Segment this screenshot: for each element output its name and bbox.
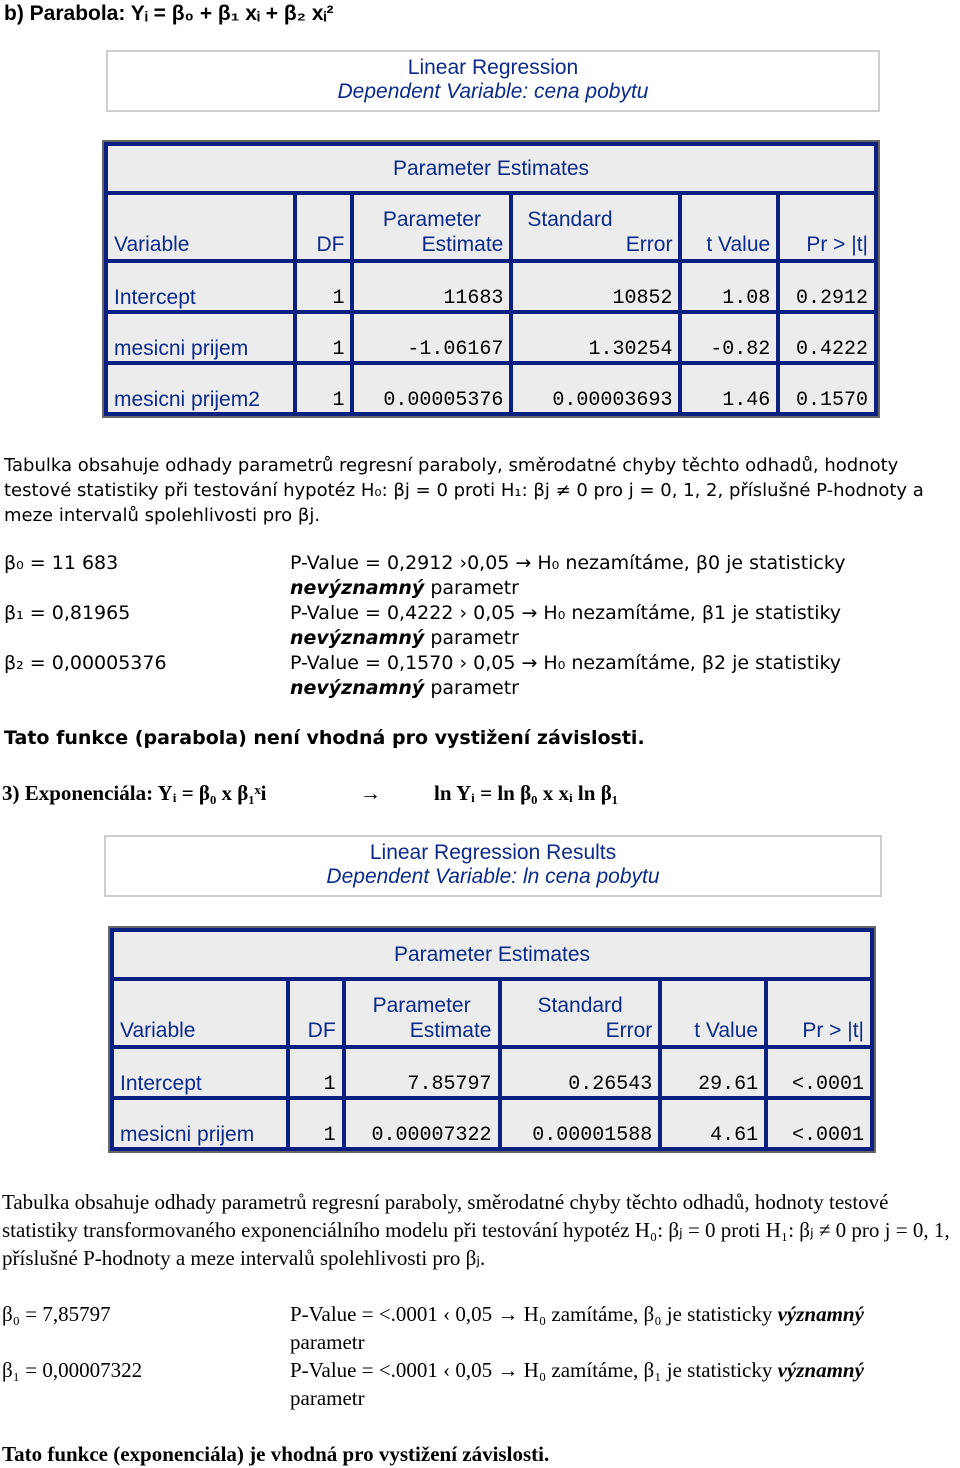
regression-title: Linear Regression [407,56,579,79]
beta-test: P-Value = 0,2912 ›0,05 → H₀ nezamítáme, β0 je statisticky [290,552,846,574]
beta-significance: nevýznamný [290,677,425,699]
beta-significance: nevýznamný [290,627,425,649]
table-row [108,365,874,412]
row-estimate: 0.00005376 [354,365,509,412]
col-header-tvalue: t Value [682,195,776,259]
col-header-df: DF [297,195,350,259]
beta-right [290,651,955,701]
row-pvalue: 0.1570 [780,365,874,412]
table-row [108,314,874,361]
beta-tail: parametr [424,577,519,599]
beta-test: P-Value = 0,1570 › 0,05 → H₀ nezamítáme, β2 je statistiky [290,652,842,674]
row-pvalue: 0.4222 [780,314,874,361]
beta-test: P-Value = 0,4222 › 0,05 → H₀ nezamítáme, β1 je statistiky [290,602,842,624]
section-3-transform: ln Yᵢ = ln β₀ x xᵢ ln β₁ [434,781,619,805]
col-header-stderr: Standard Error [502,981,659,1045]
conclusion: Tato funkce (exponenciála) je vhodná pro vystižení závislosti. [2,1442,550,1466]
regression-title: Linear Regression Results [369,841,617,864]
col-header-pvalue: Pr > |t| [768,981,870,1045]
regression-subtitle: Dependent Variable: cena pobytu [337,80,649,103]
parameter-estimates-table [102,140,880,418]
beta-right [290,601,955,651]
beta-tail: parametr [290,1386,365,1410]
row-pvalue: <.0001 [768,1100,870,1147]
row-df: 1 [297,263,350,310]
arrow-icon: → [360,781,381,805]
col-header-variable: Variable [114,981,286,1045]
beta-significance: významný [777,1302,864,1326]
table-row [114,1100,870,1147]
beta-test: P-Value = <.0001 ‹ 0,05 → H₀ zamítáme, β₁ je statisticky [290,1358,773,1382]
col-header-df: DF [290,981,342,1045]
row-df: 1 [297,314,350,361]
row-stderr: 1.30254 [513,314,678,361]
col-header-pvalue: Pr > |t| [780,195,874,259]
row-estimate: 0.00007322 [346,1100,498,1147]
row-variable: mesicni prijem [114,1100,286,1147]
beta-tail: parametr [424,627,519,649]
row-stderr: 10852 [513,263,678,310]
row-variable: mesicni prijem2 [108,365,293,412]
row-estimate: 11683 [354,263,509,310]
conclusion: Tato funkce (parabola) není vhodná pro vystižení závislosti. [4,727,645,749]
row-stderr: 0.00003693 [513,365,678,412]
row-stderr: 0.00001588 [502,1100,659,1147]
table-row [108,263,874,310]
col-header-tvalue: t Value [662,981,764,1045]
beta-right [290,1356,958,1412]
row-pvalue: 0.2912 [780,263,874,310]
col-header-estimate: Parameter Estimate [354,195,509,259]
beta-left: β₀ = 7,85797 [2,1302,111,1326]
row-stderr: 0.26543 [502,1049,659,1096]
parameter-estimates-table [108,926,876,1153]
row-df: 1 [297,365,350,412]
description-paragraph: Tabulka obsahuje odhady parametrů regresní paraboly, směrodatné chyby těchto odhadů, hodnoty testové statistiky transformovaného exponenciálního modelu při testování hypotéz H₀: βⱼ = 0 proti H₁: βⱼ ≠ 0 pro j = 0, 1, příslušné P-hodnoty a meze intervalů spolehlivosti pro βⱼ. [2,1190,950,1270]
row-tvalue: 1.46 [682,365,776,412]
regression-subtitle: Dependent Variable: ln cena pobytu [326,865,660,888]
col-header-stderr: Standard Error [513,195,678,259]
regression-title-box [104,835,882,897]
row-tvalue: -0.82 [682,314,776,361]
col-header-estimate: Parameter Estimate [346,981,498,1045]
row-pvalue: <.0001 [768,1049,870,1096]
description-paragraph: Tabulka obsahuje odhady parametrů regresní paraboly, směrodatné chyby těchto odhadů, hodnoty testové statistiky při testování hypotéz H₀: βj = 0 proti H₁: βj ≠ 0 pro j = 0, 1, 2, příslušné P-hodnoty a meze intervalů spolehlivosti pro βj. [4,455,924,526]
row-tvalue: 29.61 [662,1049,764,1096]
row-variable: Intercept [114,1049,286,1096]
row-df: 1 [290,1049,342,1096]
table-caption: Parameter Estimates [114,932,870,977]
beta-test: P-Value = <.0001 ‹ 0,05 → H₀ zamítáme, β₀ je statisticky [290,1302,773,1326]
beta-left: β₁ = 0,81965 [4,602,131,624]
beta-tail: parametr [424,677,519,699]
beta-left: β₁ = 0,00007322 [2,1358,143,1382]
beta-left: β₀ = 11 683 [4,552,119,574]
row-estimate: 7.85797 [346,1049,498,1096]
row-variable: mesicni prijem [108,314,293,361]
row-tvalue: 1.08 [682,263,776,310]
section-b-heading: b) Parabola: Yᵢ = β₀ + β₁ xᵢ + β₂ xᵢ² [4,2,334,25]
table-row [114,1049,870,1096]
beta-significance: významný [777,1358,864,1382]
col-header-variable: Variable [108,195,293,259]
regression-title-box [106,50,880,112]
beta-right [290,1300,958,1356]
row-tvalue: 4.61 [662,1100,764,1147]
beta-significance: nevýznamný [290,577,425,599]
section-3-heading: 3) Exponenciála: Yᵢ = β₀ x β₁ˣi [2,781,267,805]
row-variable: Intercept [108,263,293,310]
table-caption: Parameter Estimates [108,146,874,191]
beta-tail: parametr [290,1330,365,1354]
beta-left: β₂ = 0,00005376 [4,652,167,674]
row-estimate: -1.06167 [354,314,509,361]
beta-right [290,551,955,601]
row-df: 1 [290,1100,342,1147]
